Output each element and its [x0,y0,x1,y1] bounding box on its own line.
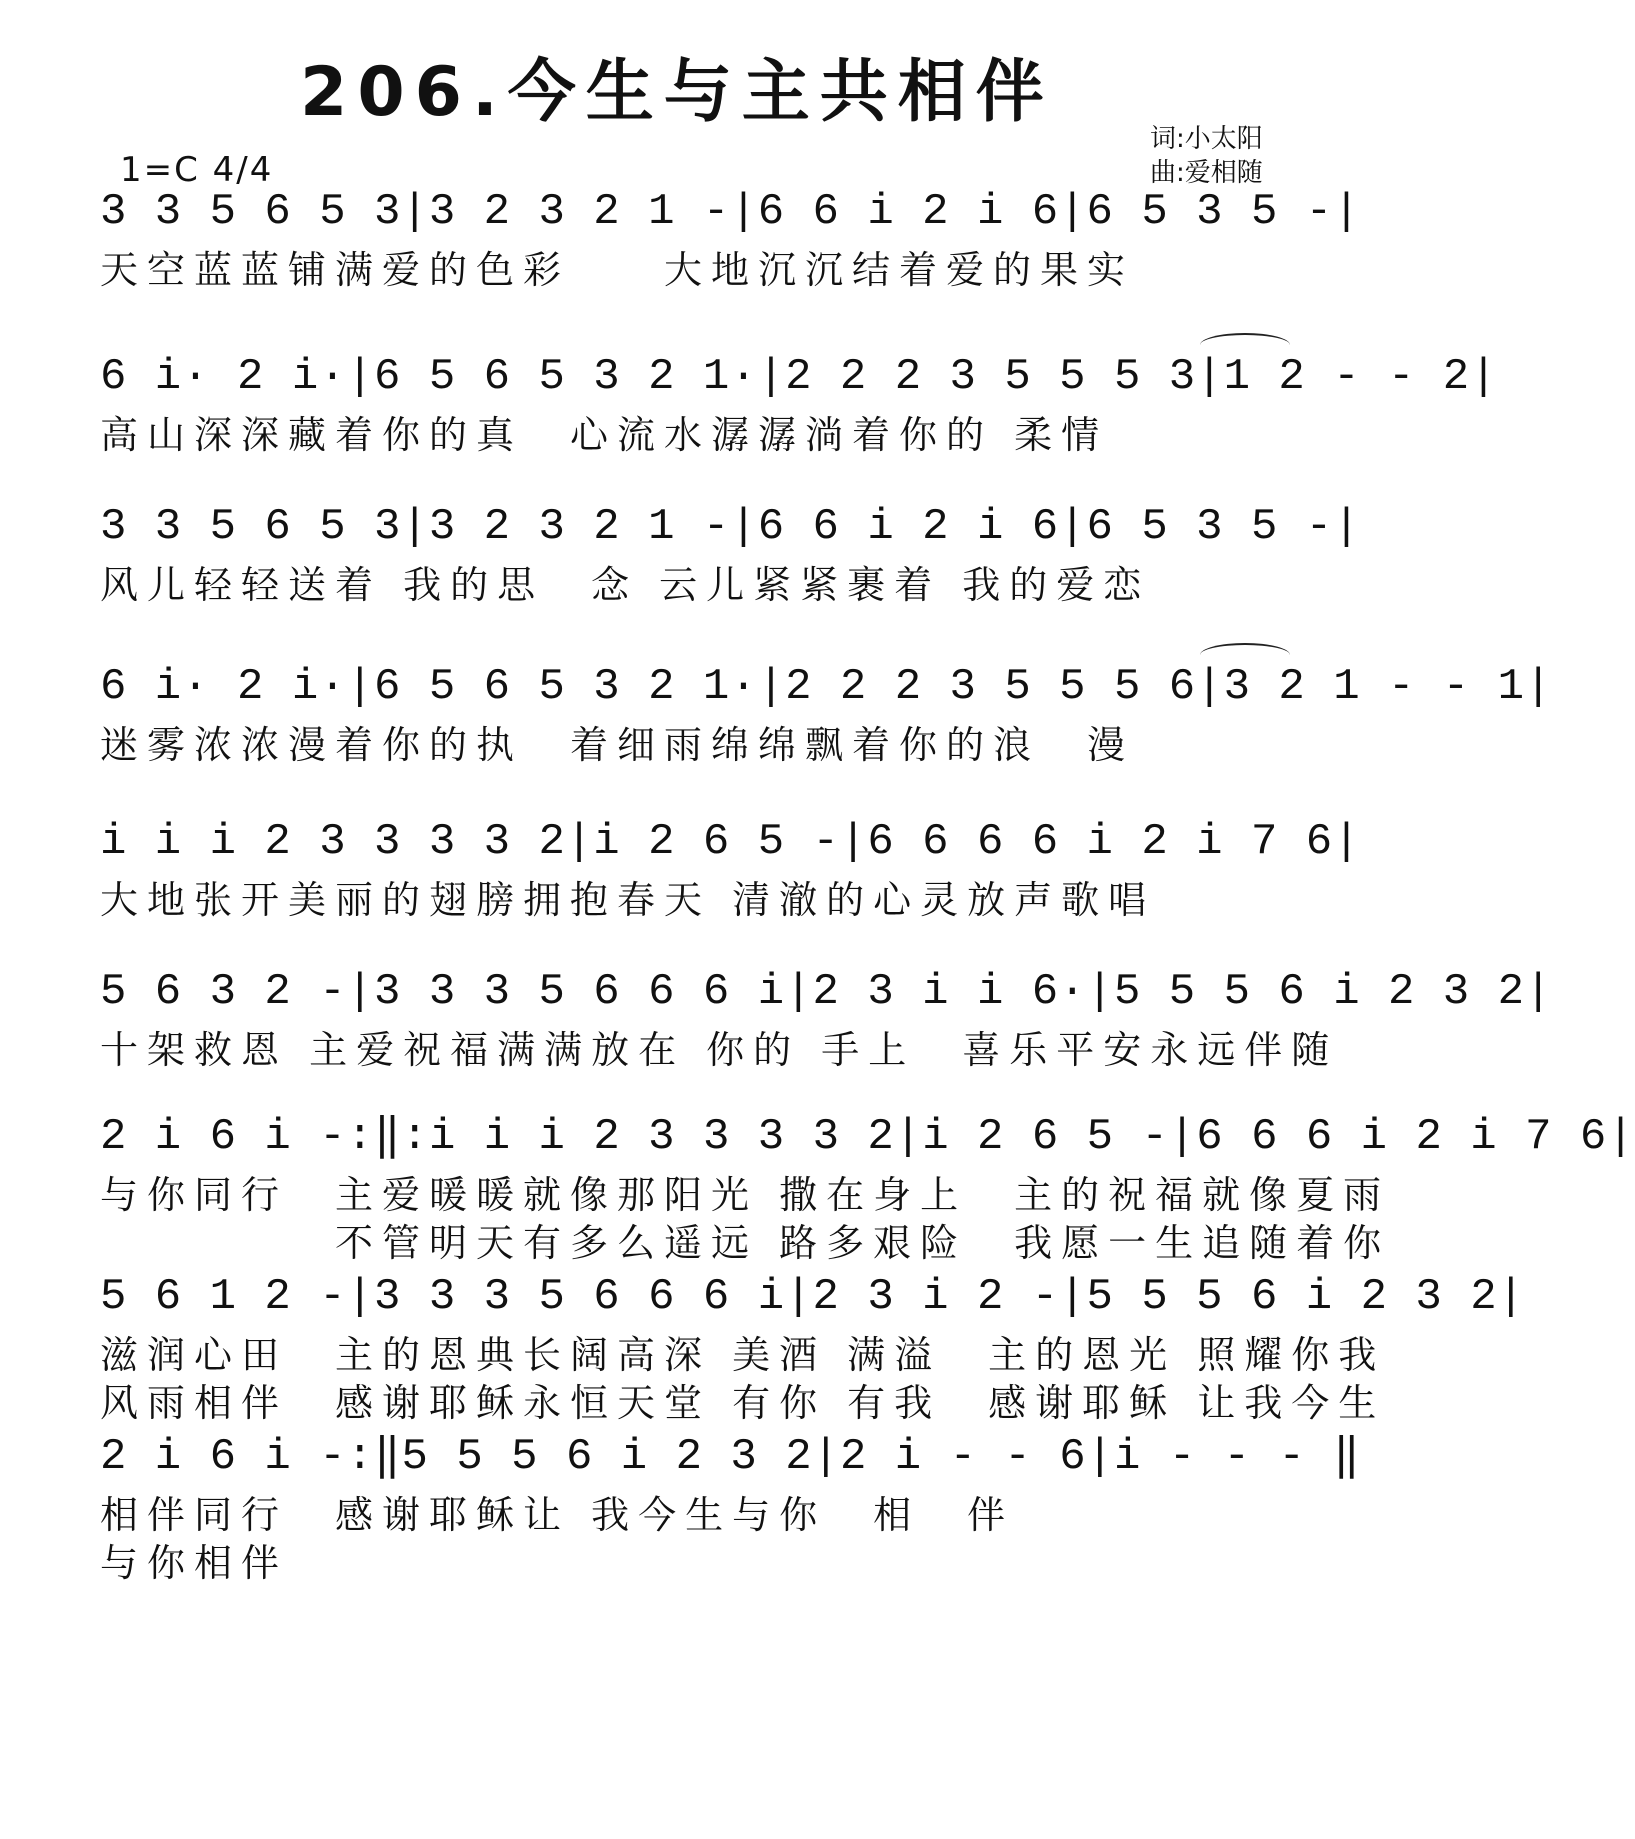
lyric-line: 与你同行 主爱暖暖就像那阳光 撒在身上 主的祝福就像夏雨 [100,1173,1391,1217]
notation-line: 3 3 5 6 5 3|3 2 3 2 1 -|6 6 i 2 i 6|6 5 3 5 -| [100,502,1361,552]
score-row [100,960,1553,1076]
lyric-line: 十架救恩 主爱祝福满满放在 你的 手上 喜乐平安永远伴随 [100,1028,1339,1072]
notation-line: 6 i· 2 i·|6 5 6 5 3 2 1·|2 2 2 3 5 5 5 6|3 2 1 - - 1| [100,662,1553,712]
score-row [100,180,1361,296]
key-signature: 1=C 4/4 [120,150,274,190]
notation-line: i i i 2 3 3 3 3 2|i 2 6 5 -|6 6 6 6 i 2 i 7 6| [100,817,1361,867]
score-row [100,1265,1526,1429]
lyric-line: 大地张开美丽的翅膀拥抱春天 清澈的心灵放声歌唱 [100,878,1156,922]
score-row [100,1105,1635,1269]
lyricist-credit: 词:小太阳 [1150,124,1263,154]
lyric-line: 不管明天有多么遥远 路多艰险 我愿一生追随着你 [100,1221,1391,1265]
notation-line: 3 3 5 6 5 3|3 2 3 2 1 -|6 6 i 2 i 6|6 5 3 5 -| [100,187,1361,237]
lyric-line: 滋润心田 主的恩典长阔高深 美酒 满溢 主的恩光 照耀你我 [100,1333,1386,1377]
tie-mark [1200,643,1290,667]
score-row [100,495,1361,611]
lyric-line: 风雨相伴 感谢耶稣永恒天堂 有你 有我 感谢耶稣 让我今生 [100,1381,1386,1425]
song-title: 206.今生与主共相伴 [300,53,1054,132]
score-row [100,810,1361,926]
lyric-line: 风儿轻轻送着 我的思 念 云儿紧紧裹着 我的爱恋 [100,563,1151,607]
composer-credit: 曲:爱相随 [1150,158,1263,188]
lyric-line: 天空蓝蓝铺满爱的色彩 大地沉沉结着爱的果实 [100,248,1135,292]
notation-line: 6 i· 2 i·|6 5 6 5 3 2 1·|2 2 2 3 5 5 5 3|1 2 - - 2| [100,352,1498,402]
lyric-line: 高山深深藏着你的真 心流水潺潺淌着你的 柔情 [100,413,1109,457]
notation-line: 5 6 3 2 -|3 3 3 5 6 6 6 i|2 3 i i 6·|5 5 5 6 i 2 3 2| [100,967,1553,1017]
lyric-line: 迷雾浓浓漫着你的执 着细雨绵绵飘着你的浪 漫 [100,723,1135,767]
notation-line: 2 i 6 i -:‖:i i i 2 3 3 3 3 2|i 2 6 5 -|6 6 6 i 2 i 7 6| [100,1112,1635,1162]
notation-line: 5 6 1 2 -|3 3 3 5 6 6 6 i|2 3 i 2 -|5 5 5 6 i 2 3 2| [100,1272,1526,1322]
score-row [100,655,1553,771]
lyric-line: 与你相伴 [100,1541,289,1585]
tie-mark [1200,333,1290,357]
score-row [100,1425,1361,1589]
notation-line: 2 i 6 i -:‖5 5 5 6 i 2 3 2|2 i - - 6|i - - - ‖ [100,1432,1361,1482]
score-row [100,345,1498,461]
lyric-line: 相伴同行 感谢耶稣让 我今生与你 相 伴 [100,1493,1015,1537]
